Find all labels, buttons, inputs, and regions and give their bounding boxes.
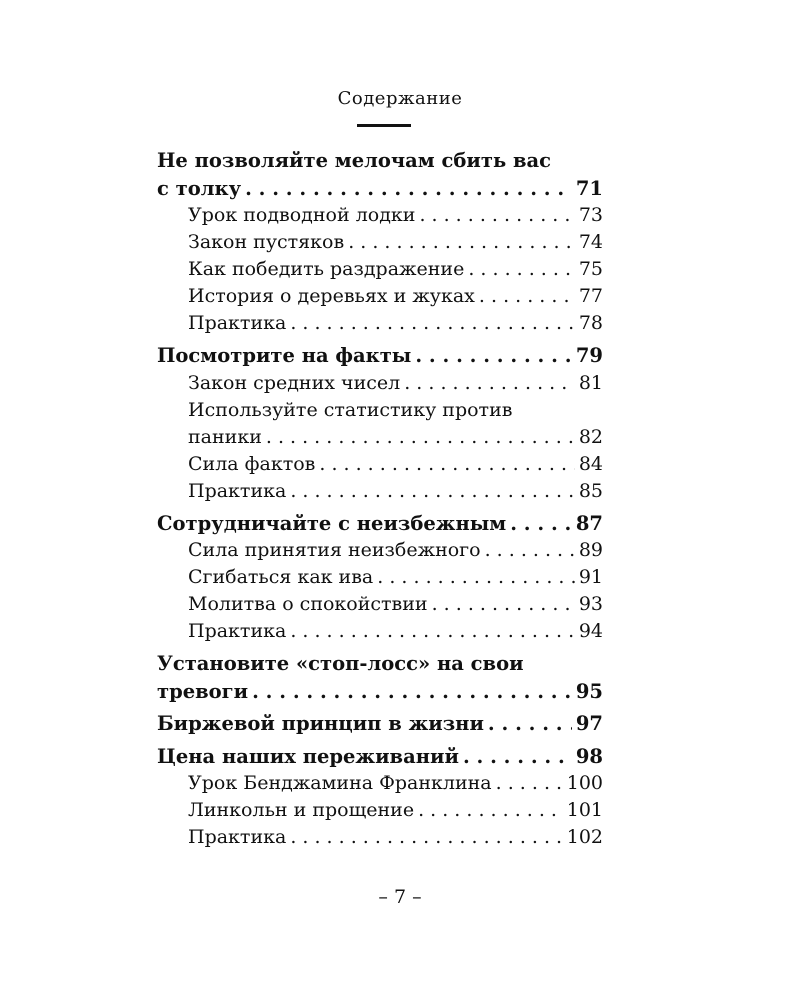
dot-leader: [377, 564, 575, 591]
toc-line: [188, 370, 603, 397]
section-page-number: 73: [578, 204, 603, 226]
section-title: Урок Бенджамина Франклина: [188, 772, 492, 794]
chapter-page-number: 71: [575, 176, 603, 200]
dot-leader: [245, 175, 572, 203]
chapter-title: Посмотрите на факты: [157, 344, 412, 367]
toc-chapter-entry: [157, 710, 603, 738]
section-title: Сила принятия неизбежного: [188, 539, 481, 561]
section-page-number: 82: [578, 425, 603, 448]
section-page-number: 93: [578, 593, 603, 615]
section-title: Практика: [188, 312, 287, 334]
toc-section-entry: [157, 310, 603, 337]
toc-line: [157, 678, 603, 706]
toc-group: [157, 650, 603, 705]
toc-section-entry: [157, 202, 603, 229]
dot-leader: [290, 618, 575, 645]
chapter-title: Сотрудничайте с неизбежным: [157, 511, 507, 535]
dot-leader: [252, 678, 572, 706]
toc-line: [188, 797, 603, 824]
dot-leader: [419, 202, 574, 229]
toc-group: [157, 342, 603, 505]
toc-section-entry: [157, 397, 603, 451]
dot-leader: [319, 451, 574, 478]
section-page-number: 91: [578, 566, 603, 588]
toc-line: [188, 537, 603, 564]
toc-line: [188, 591, 603, 618]
chapter-title: тревоги: [157, 679, 249, 703]
toc-chapter-entry: [157, 650, 603, 705]
toc-group: [157, 147, 603, 337]
dot-leader: [290, 824, 562, 851]
section-title: Практика: [188, 479, 287, 502]
page-header: Содержание: [337, 88, 463, 109]
section-page-number: 77: [578, 285, 603, 307]
toc-section-entry: [157, 537, 603, 564]
toc-section-entry: [157, 478, 603, 505]
section-title: Закон средних чисел: [188, 371, 401, 394]
toc-line: [188, 618, 603, 645]
section-title: паники: [188, 425, 262, 448]
dot-leader: [468, 256, 574, 283]
toc-section-entry: [157, 283, 603, 310]
toc-section-entry: [157, 618, 603, 645]
section-page-number: 102: [566, 826, 603, 848]
section-page-number: 84: [578, 452, 603, 475]
dot-leader: [463, 743, 572, 771]
section-title: Как победить раздражение: [188, 258, 465, 280]
chapter-page-number: 87: [575, 511, 603, 535]
toc-line: [157, 175, 603, 203]
toc-line: [157, 510, 603, 538]
section-page-number: 94: [578, 620, 603, 642]
dot-leader: [485, 537, 575, 564]
dot-leader: [290, 478, 575, 505]
toc-line: [188, 202, 603, 229]
chapter-title-line: Не позволяйте мелочам сбить вас: [157, 149, 552, 172]
toc-line: [157, 342, 603, 370]
section-page-number: 75: [578, 258, 603, 280]
section-page-number: 100: [566, 772, 603, 794]
section-page-number: 85: [578, 479, 603, 502]
dot-leader: [404, 370, 575, 397]
chapter-title-line: Установите «стоп-лосс» на свои: [157, 652, 524, 675]
toc-section-entry: [157, 564, 603, 591]
section-title: Закон пустяков: [188, 231, 345, 253]
toc-line: [188, 283, 603, 310]
toc-chapter-entry: [157, 147, 603, 202]
toc-section-entry: [157, 824, 603, 851]
section-title-line: Используйте статистику против: [188, 398, 513, 421]
toc-section-entry: [157, 451, 603, 478]
toc-section-entry: [157, 797, 603, 824]
section-page-number: 101: [566, 799, 603, 821]
toc-group: [157, 710, 603, 738]
dot-leader: [415, 342, 572, 370]
section-title: Практика: [188, 826, 287, 848]
section-title: Молитва о спокойствии: [188, 593, 428, 615]
header-rule: [357, 124, 411, 127]
page-number: – 7 –: [378, 886, 422, 908]
section-title: Сгибаться как ива: [188, 566, 374, 588]
chapter-page-number: 95: [575, 679, 603, 703]
table-of-contents: [157, 147, 603, 856]
section-page-number: 74: [578, 231, 603, 253]
toc-line: [188, 451, 603, 478]
section-page-number: 89: [578, 539, 603, 561]
section-title: История о деревьях и жуках: [188, 285, 475, 307]
chapter-title: с толку: [157, 176, 242, 200]
toc-section-entry: [157, 370, 603, 397]
dot-leader: [510, 510, 572, 538]
toc-group: [157, 510, 603, 646]
toc-line: [188, 770, 603, 797]
dot-leader: [348, 229, 575, 256]
toc-line: [188, 424, 603, 451]
toc-section-entry: [157, 591, 603, 618]
section-title: Урок подводной лодки: [188, 204, 416, 226]
dot-leader: [496, 770, 563, 797]
toc-group: [157, 743, 603, 852]
toc-line: [188, 824, 603, 851]
chapter-page-number: 98: [575, 744, 603, 768]
dot-leader: [479, 283, 575, 310]
chapter-title: Цена наших переживаний: [157, 744, 459, 768]
toc-line: [188, 310, 603, 337]
dot-leader: [488, 710, 572, 738]
section-title: Сила фактов: [188, 452, 316, 475]
chapter-title: Биржевой принцип в жизни: [157, 712, 484, 735]
dot-leader: [432, 591, 575, 618]
toc-line: [188, 229, 603, 256]
chapter-page-number: 97: [575, 712, 603, 735]
toc-chapter-entry: [157, 510, 603, 538]
toc-line: [188, 564, 603, 591]
toc-section-entry: [157, 256, 603, 283]
toc-line: [188, 478, 603, 505]
chapter-page-number: 79: [575, 344, 603, 367]
toc-line: [157, 710, 603, 738]
section-title: Линкольн и прощение: [188, 799, 415, 821]
toc-line: [157, 743, 603, 771]
section-title: Практика: [188, 620, 287, 642]
section-page-number: 81: [578, 371, 603, 394]
toc-chapter-entry: [157, 743, 603, 771]
section-page-number: 78: [578, 312, 603, 334]
dot-leader: [266, 424, 575, 451]
toc-line: [188, 256, 603, 283]
dot-leader: [418, 797, 563, 824]
dot-leader: [290, 310, 575, 337]
toc-chapter-entry: [157, 342, 603, 370]
toc-section-entry: [157, 229, 603, 256]
toc-section-entry: [157, 770, 603, 797]
